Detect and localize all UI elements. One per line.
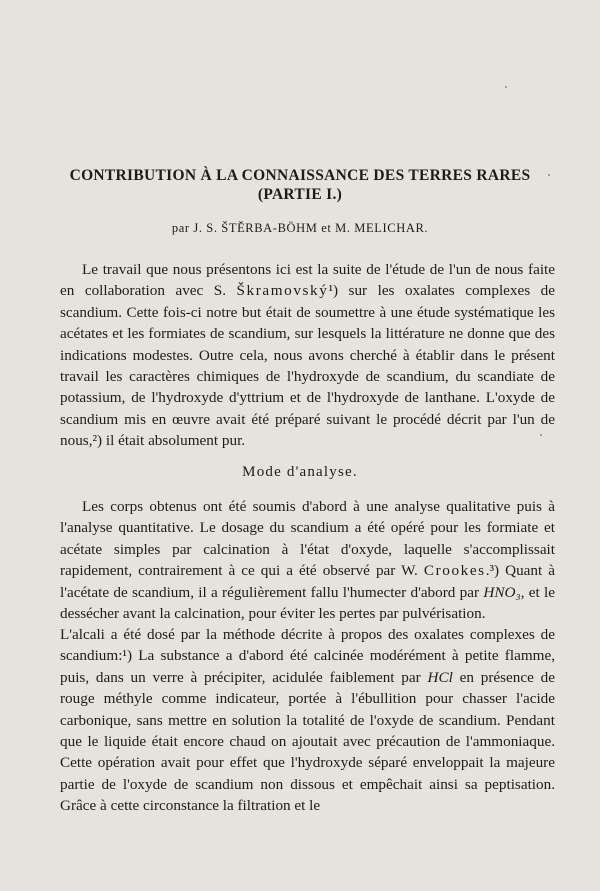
- paragraph-text: Le travail que nous présentons ici est la suite de l'étude de l'un de nous faite en collaboration avec S.: [60, 261, 555, 300]
- title-line-1: CONTRIBUTION À LA CONNAISSANCE DES TERRES RARES: [69, 167, 531, 184]
- paragraph-intro: [60, 259, 555, 452]
- article-title: [0, 166, 600, 204]
- paragraph-analysis: [60, 496, 555, 624]
- chemical-formula: HNO₃: [483, 583, 521, 601]
- paragraph-text: L'alcali a été dosé par la méthode décrite à propos des oxalates complexes de scandium:¹) La substance a d'abord été calcinée modérément à petite flamme, puis, dans un verre à précipiter, acidulée faiblement par: [60, 626, 555, 686]
- author-line: par J. S. ŠTĚRBA-BÖHM et M. MELICHAR.: [171, 221, 429, 235]
- section-heading: Mode d'analyse.: [242, 464, 358, 480]
- paragraph-text: ¹) sur les oxalates complexes de scandium. Cette fois-ci notre but était de soumettre à une étude systématique les acétates et les formiates de scandium, sur lesquels la littérature ne donne que des indications modestes. Outre cela, nous avons cherché à établir dans le présent travail les caractères chimiques de l'hydroxyde de scandium, du scandiate de potassium, de l'hydroxyde d'yttrium et de l'hydroxyde de lanthane. L'oxyde de scandium mis en œuvre avait été préparé suivant le procédé décrit par l'un de nous,²) il était absolument pur.: [60, 282, 555, 450]
- chemical-formula: HCl: [427, 668, 453, 686]
- title-line-2: (PARTIE I.): [257, 186, 343, 203]
- scan-speck: [505, 86, 507, 88]
- paragraph-text: Les corps obtenus ont été soumis d'abord à une analyse qualitative puis à l'analyse quantitative. Le dosage du scandium a été opéré pour les formiate et acétate simples par calcination à l'état d'oxyde, laquelle s'accomplissait rapidement, contrairement à ce qui a été observé par W.: [60, 498, 555, 580]
- author-name-reference: Crookes: [423, 562, 486, 580]
- paragraph-text: .³) Quant à l'acétate de scandium, il a régulièrement fallu l'humecter d'abord par: [60, 562, 556, 601]
- paragraph-text: , et le dessécher avant la calcination, pour éviter les pertes par pulvérisation.: [60, 583, 555, 623]
- paragraph-alkali: [60, 624, 555, 817]
- author-name-reference: Škramovský: [236, 282, 329, 300]
- paragraph-text: en présence de rouge méthyle comme indicateur, portée à l'ébullition pour chasser l'acide carbonique, sans mettre en solution la totalité de l'oxyde de scandium. Pendant que le liquide était encore chaud on ajoutait avec précaution de l'ammoniaque. Cette opération avait pour effet que l'hydroxyde séparé enveloppait la majeure partie de l'oxyde de scandium non dissous et empêchait ainsi sa peptisation. Grâce à cette circonstance la filtration et le: [60, 668, 555, 815]
